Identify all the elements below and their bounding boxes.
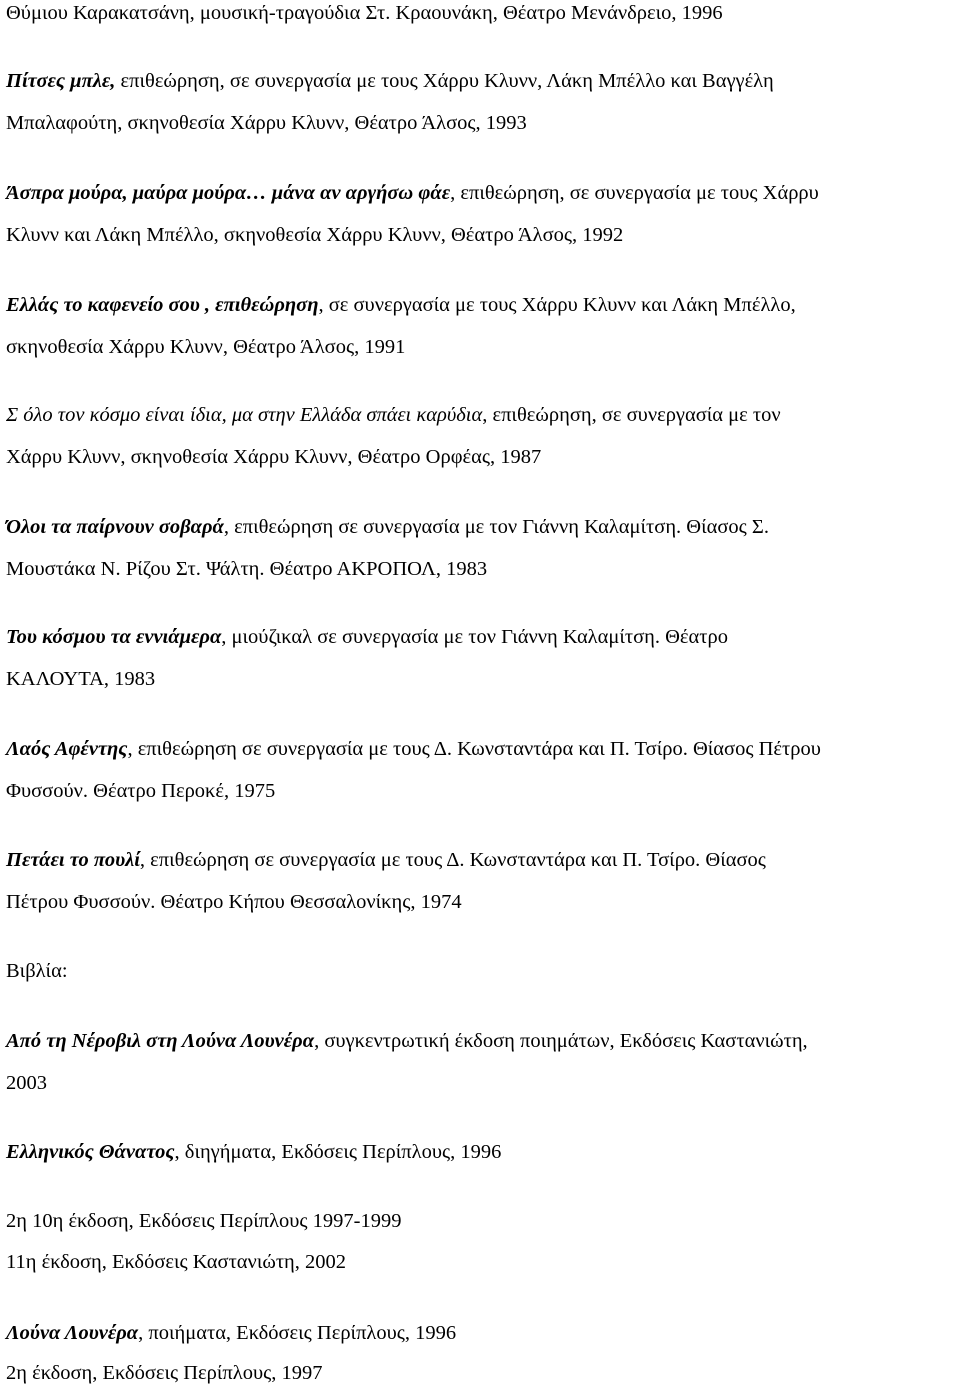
doc-line [6,180,819,206]
text-run: , σε συνεργασία με τους Χάρρυ Κλυνν και Λάκη Μπέλλο, [318,294,796,316]
doc-line [6,1070,47,1096]
text-run: , επιθεώρηση, σε συνεργασία με τους Χάρρυ [450,182,819,204]
emphasized-title: Ελληνικός Θάνατος [6,1141,175,1163]
text-run: 2003 [6,1072,47,1094]
emphasized-title: Πίτσες μπλε, [6,70,116,92]
emphasized-title: Από τη Νέροβιλ στη Λούνα Λουνέρα [6,1030,315,1052]
doc-line [6,847,766,873]
text-run: , επιθεώρηση, σε συνεργασία με τον [482,404,781,426]
text-run: Χάρρυ Κλυνν, σκηνοθεσία Χάρρυ Κλυνν, Θέατρο Ορφέας, 1987 [6,446,542,468]
text-run: , συγκεντρωτική έκδοση ποιημάτων, Εκδόσεις Καστανιώτη, [314,1030,808,1052]
doc-line [6,110,527,136]
doc-line [6,1320,456,1346]
text-run: , επιθεώρηση σε συνεργασία με τον Γιάννη Καλαμίτση. Θίασος Σ. [223,516,769,538]
emphasized-title: Σ όλο τον κόσμο είναι ίδια, μα στην Ελλάδα σπάει καρύδια [6,404,483,426]
emphasized-title: Του κόσμου τα εννιάμερα [6,626,222,648]
emphasized-title: Λαός Αφέντης [6,738,128,760]
doc-line [6,556,487,582]
doc-line [6,1139,501,1165]
emphasized-title: Λούνα Λουνέρα [6,1322,139,1344]
emphasized-title: Πετάει το πουλί [6,849,140,871]
doc-line [6,292,796,318]
text-run: Βιβλία: [6,960,68,982]
doc-line [6,222,623,248]
doc-line [6,736,821,762]
text-run: 2η έκδοση, Εκδόσεις Περίπλους, 1997 [6,1362,323,1384]
doc-line [6,666,155,692]
text-run: 11η έκδοση, Εκδόσεις Καστανιώτη, 2002 [6,1251,347,1273]
doc-line [6,402,781,428]
doc-line [6,1208,402,1234]
doc-line [6,889,462,915]
doc-line [6,334,405,360]
doc-line [6,624,728,650]
text-run: Πέτρου Φυσσούν. Θέατρο Κήπου Θεσσαλονίκης, 1974 [6,891,462,913]
text-run: Θύμιου Καρακατσάνη, μουσική-τραγούδια Στ. Κραουνάκη, Θέατρο Μενάνδρειο, 1996 [6,2,723,24]
doc-line [6,1249,346,1275]
text-run: , ποιήματα, Εκδόσεις Περίπλους, 1996 [138,1322,457,1344]
text-run: , διηγήματα, Εκδόσεις Περίπλους, 1996 [174,1141,502,1163]
text-run: Μπαλαφούτη, σκηνοθεσία Χάρρυ Κλυνν, Θέατρο Άλσος, 1993 [6,112,527,134]
text-run: επιθεώρηση, σε συνεργασία με τους Χάρρυ Κλυνν, Λάκη Μπέλλο και Βαγγέλη [115,70,774,92]
doc-line [6,514,769,540]
doc-line [6,1360,322,1386]
doc-line [6,68,774,94]
text-run: , μιούζικαλ σε συνεργασία με τον Γιάννη Καλαμίτση. Θέατρο [221,626,729,648]
doc-line [6,0,723,26]
text-run: Μουστάκα Ν. Ρίζου Στ. Ψάλτη. Θέατρο ΑΚΡΟΠΟΛ, 1983 [6,558,488,580]
emphasized-title: Όλοι τα παίρνουν σοβαρά [6,516,224,538]
text-run: σκηνοθεσία Χάρρυ Κλυνν, Θέατρο Άλσος, 1991 [6,336,406,358]
doc-line [6,778,275,804]
text-run: 2η 10η έκδοση, Εκδόσεις Περίπλους 1997-1999 [6,1210,402,1232]
text-run: Φυσσούν. Θέατρο Περοκέ, 1975 [6,780,276,802]
doc-line [6,444,541,470]
doc-heading-books [6,958,68,984]
doc-line [6,1028,808,1054]
text-run: , επιθεώρηση σε συνεργασία με τους Δ. Κωνσταντάρα και Π. Τσίρο. Θίασος [139,849,766,871]
emphasized-title: Άσπρα μούρα, μαύρα μούρα… μάνα αν αργήσω φάε [6,182,451,204]
emphasized-title: Ελλάς το καφενείο σου , επιθεώρηση [6,294,319,316]
text-run: ΚΑΛΟΥΤΑ, 1983 [6,668,156,690]
text-run: Κλυνν και Λάκη Μπέλλο, σκηνοθεσία Χάρρυ Κλυνν, Θέατρο Άλσος, 1992 [6,224,624,246]
text-run: , επιθεώρηση σε συνεργασία με τους Δ. Κωνσταντάρα και Π. Τσίρο. Θίασος Πέτρου [127,738,821,760]
